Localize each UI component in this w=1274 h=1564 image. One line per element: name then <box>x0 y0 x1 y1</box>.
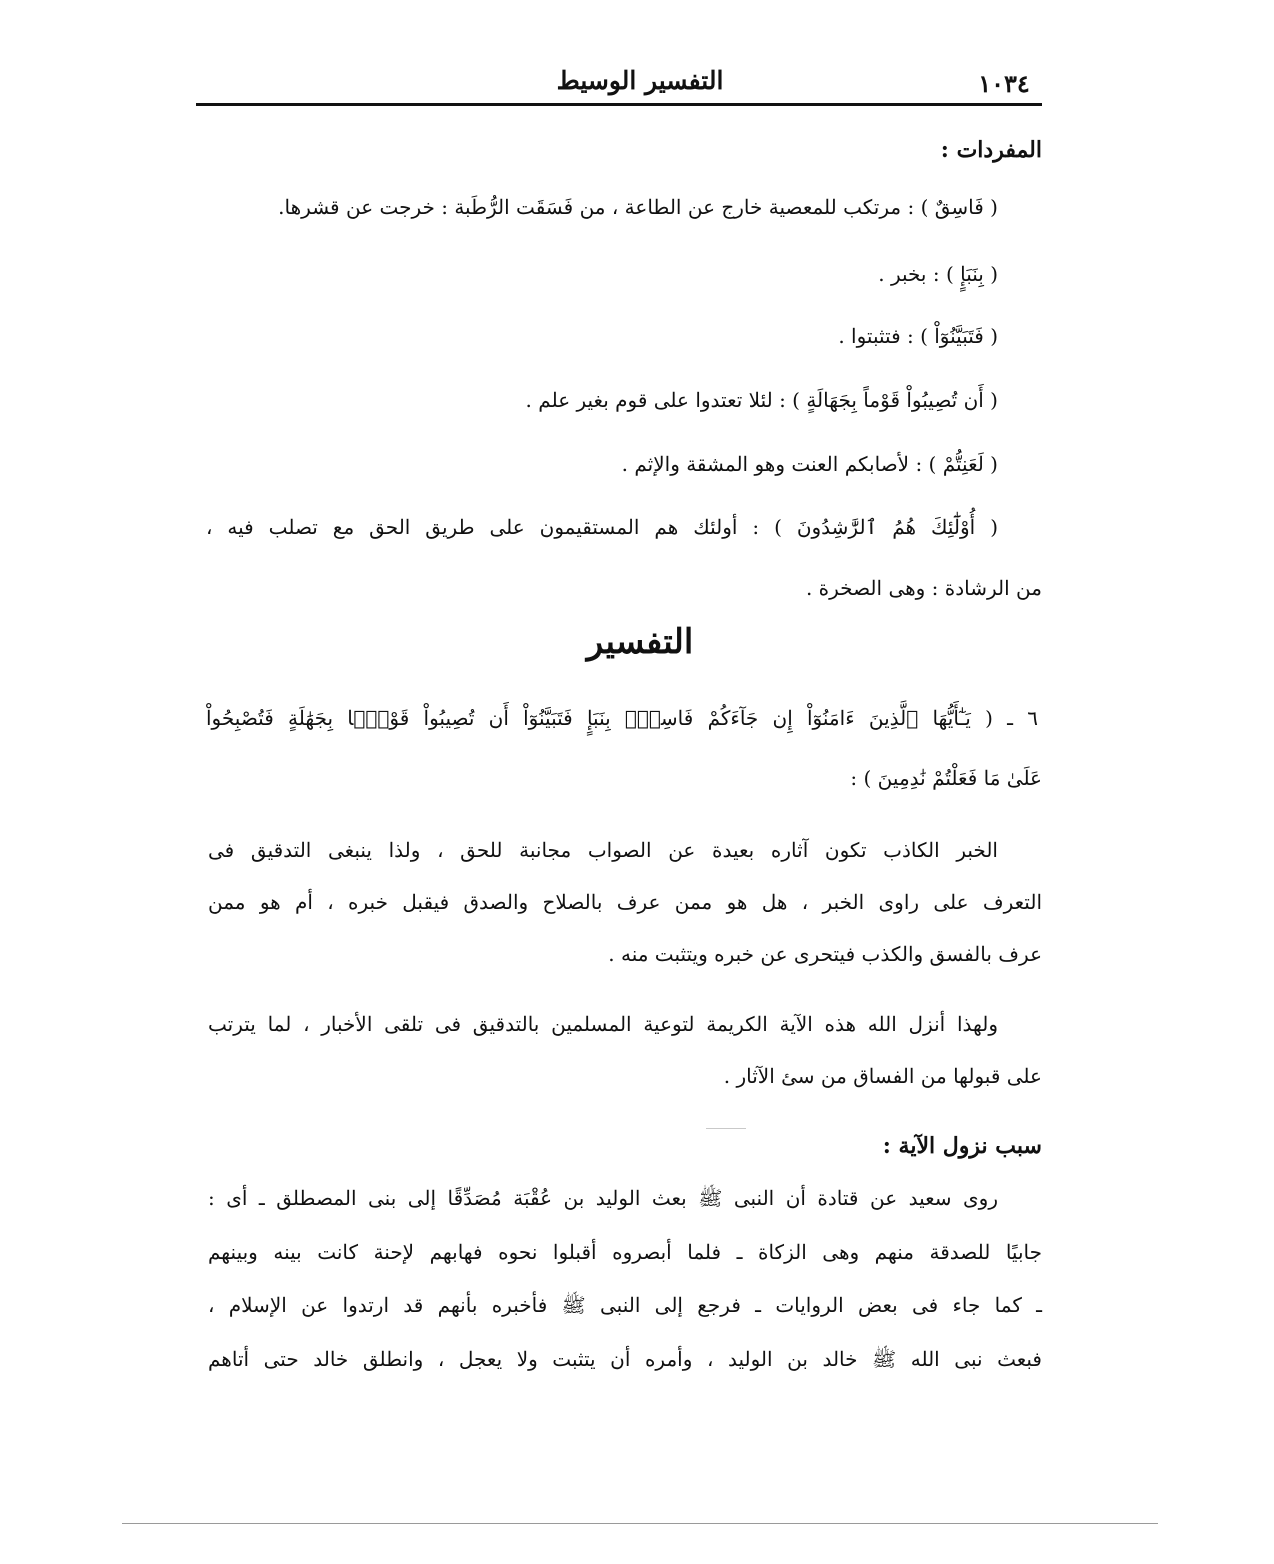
header-rule <box>196 103 1042 106</box>
commentary-line: على قبولها من الفساق من سئ الآثار . <box>723 1064 1042 1088</box>
commentary-line: الخبر الكاذب تكون آثاره بعيدة عن الصواب مجانبة للحق ، ولذا ينبغى التدقيق فى <box>208 838 998 862</box>
occasion-line: جابيًا للصدقة منهم وهى الزكاة ـ فلما أبصروه أقبلوا نحوه فهابهم لإحنة كانت بينه وبينهم <box>208 1240 1042 1264</box>
running-header-title: التفسير الوسيط <box>556 66 724 95</box>
vocab-line: ( لَعَنِتُّمْ ) : لأصابكم العنت وهو المشقة والإثم . <box>621 452 998 476</box>
occasion-line: ـ كما جاء فى بعض الروايات ـ فرجع إلى النبى ﷺ فأخبره بأنهم قد ارتدوا عن الإسلام ، <box>208 1293 1042 1317</box>
vocab-line: ( فَاسِقٌ ) : مرتكب للمعصية خارج عن الطاعة ، من فَسَقَت الرُّطَبة : خرجت عن قشرها. <box>278 195 998 219</box>
tafsir-heading: التفسير <box>586 622 694 662</box>
commentary-line: التعرف على راوى الخبر ، هل هو ممن عرف بالصلاح والصدق فيقبل خبره ، أم هو ممن <box>208 890 1042 914</box>
scan-speck <box>706 1128 746 1129</box>
vocab-heading: المفردات : <box>940 137 1042 163</box>
vocab-line: ( فَتَبَيَّنُوٓاْ ) : فتثبتوا . <box>838 324 998 348</box>
vocab-line: ( أُوْلَٰٓئِكَ هُمُ ٱلرَّٰشِدُونَ ) : أولئك هم المستقيمون على طريق الحق مع تصلب فيه ، <box>206 515 998 539</box>
vocab-line: من الرشادة : وهى الصخرة . <box>805 576 1042 600</box>
vocab-line: ( أَن تُصِيبُواْ قَوْماً بِجَهَالَةٍ ) : لئلا تعتدوا على قوم بغير علم . <box>525 388 998 412</box>
occasion-heading: سبب نزول الآية : <box>882 1133 1042 1159</box>
scan-edge-line <box>122 1523 1158 1524</box>
occasion-line: فبعث نبى الله ﷺ خالد بن الوليد ، وأمره أن يتثبت ولا يعجل ، وانطلق خالد حتى أتاهم <box>208 1347 1042 1371</box>
commentary-line: عرف بالفسق والكذب فيتحرى عن خبره ويتثبت منه . <box>608 942 1042 966</box>
page-number: ١٠٣٤ <box>978 69 1030 98</box>
verse-line: عَلَىٰ مَا فَعَلْتُمْ نَٰدِمِينَ ) : <box>850 766 1042 790</box>
vocab-line: ( بِنَبَإٍ ) : بخبر . <box>878 262 998 286</box>
occasion-line: روى سعيد عن قتادة أن النبى ﷺ بعث الوليد بن عُقْبَة مُصَدِّقًا إلى بنى المصطلق ـ أى : <box>208 1186 998 1210</box>
verse-line: ٦ ـ ( يَـٰٓأَيُّهَا ٱلَّذِينَ ءَامَنُوٓاْ إِن جَآءَكُمْ فَاسِقٌۢ بِنَبَإٍ فَتَبَيَّنُوٓاْ أَن تُصِيبُواْ قَوْمًۢا بِجَهَٰلَةٍ فَتُصْبِحُواْ <box>206 706 1038 730</box>
commentary-line: ولهذا أنزل الله هذه الآية الكريمة لتوعية المسلمين بالتدقيق فى تلقى الأخبار ، لما يترتب <box>208 1012 998 1036</box>
